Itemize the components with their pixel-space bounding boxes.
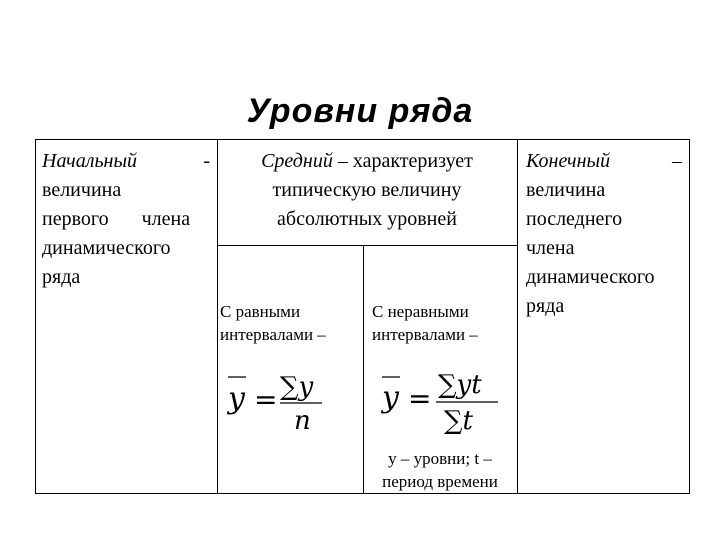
initial-term: Начальный: [42, 150, 138, 172]
average-line-3: абсолютных уровней: [277, 208, 457, 230]
note-line-2: период времени: [382, 472, 498, 491]
average-line-1: [222, 147, 512, 176]
final-dash: –: [672, 150, 682, 172]
final-level-cell: [526, 147, 682, 321]
formula-numerator: ∑y: [280, 372, 314, 402]
initial-line-2: первого члена: [42, 208, 191, 230]
equal-intervals-formula: [222, 365, 342, 435]
initial-dash: -: [203, 150, 210, 172]
initial-line-1: величина: [42, 179, 122, 201]
final-term: Конечный: [526, 150, 611, 172]
equal-intervals-label-2: интервалами –: [220, 325, 326, 344]
table-left-border: [35, 139, 36, 494]
formula-lhs: y: [382, 380, 399, 415]
equal-intervals-label-1: С равными: [220, 302, 301, 321]
initial-line-4: ряда: [42, 266, 81, 288]
formula-lhs: y: [228, 381, 245, 416]
average-line-2: типическую величину: [272, 179, 462, 201]
note-line-1: y – уровни; t –: [388, 449, 492, 468]
unequal-intervals-note: [365, 447, 515, 493]
initial-line-3: динамического: [42, 237, 171, 259]
formula-equals: =: [254, 383, 278, 416]
final-line-1: величина: [526, 179, 606, 201]
initial-line-2-row: [42, 205, 210, 234]
formula-denominator: n: [294, 406, 311, 435]
unequal-intervals-label-2: интервалами –: [372, 325, 478, 344]
formula-numerator: ∑yt: [438, 370, 482, 400]
initial-level-cell: [42, 147, 210, 292]
table-col-divider-1: [217, 139, 218, 494]
final-line-5: ряда: [526, 295, 565, 317]
table-top-border: [35, 139, 690, 140]
equal-intervals-label: [220, 300, 326, 346]
formula-equals: =: [408, 382, 432, 415]
average-level-cell: [222, 147, 512, 234]
unequal-intervals-label: [372, 300, 478, 346]
average-term: Средний: [261, 150, 333, 172]
middle-subcol-divider: [363, 245, 364, 494]
table-col-divider-2: [517, 139, 518, 494]
table-right-border: [689, 139, 690, 494]
unequal-intervals-label-1: С неравными: [372, 302, 469, 321]
final-term-row: [526, 147, 682, 176]
middle-cell-divider: [217, 245, 517, 246]
final-line-2: последнего: [526, 208, 623, 230]
final-line-4: динамического: [526, 266, 655, 288]
average-line-1-rest: – характеризует: [332, 150, 473, 172]
final-line-3: члена: [526, 237, 575, 259]
formula-denominator: ∑t: [444, 406, 474, 435]
unequal-intervals-formula: [376, 363, 506, 435]
initial-term-row: [42, 147, 210, 176]
slide-title: Уровни ряда: [246, 92, 474, 130]
